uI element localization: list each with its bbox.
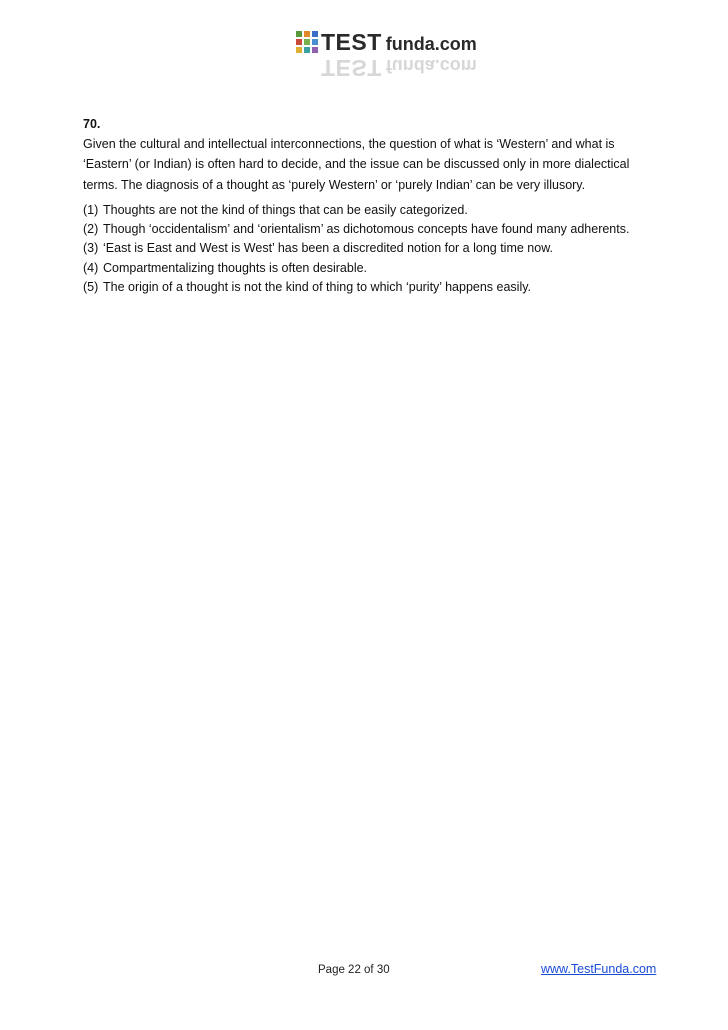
option-text: Compartmentalizing thoughts is often desirable. [103,260,368,275]
option-number: (1) [83,202,99,217]
logo-reflection: TEST funda.com [321,55,477,81]
options-list [83,201,643,297]
option-number: (5) [83,280,99,294]
logo-funda: funda.com [385,34,477,54]
option-4 [83,259,643,278]
question-stem: Given the cultural and intellectual interconnections, the question of what is ‘Western’ and what is ‘Eastern’ (or Indian) is often hard to decide, and the issue can be discussed only in more dialectical terms. The diagnosis of a thought as ‘purely Western’ or ‘purely Indian’ can be very illusory. [83,137,630,192]
question-block [83,114,643,297]
option-2 [83,220,643,239]
testfunda-logo [296,28,477,81]
question-number: 70. [83,117,101,131]
option-text: Thoughts are not the kind of things that can be easily categorized. [103,202,468,217]
option-text: ‘East is East and West is West’ has been a discredited notion for a long time now. [103,241,554,256]
page-number: Page 22 of 30 [318,964,390,976]
option-5 [83,278,643,297]
option-number: (2) [83,222,99,237]
option-text: The origin of a thought is not the kind of thing to which ‘purity’ happens easily. [103,280,532,294]
option-number: (3) [83,241,99,256]
website-link[interactable]: www.TestFunda.com [541,962,657,976]
option-1 [83,201,643,220]
option-text: Though ‘occidentalism’ and ‘orientalism’ as dichotomous concepts have found many adherents. [103,222,630,237]
logo-test: TEST [321,29,382,55]
option-3 [83,239,643,258]
option-number: (4) [83,260,99,275]
logo-grid-icon [296,31,318,53]
